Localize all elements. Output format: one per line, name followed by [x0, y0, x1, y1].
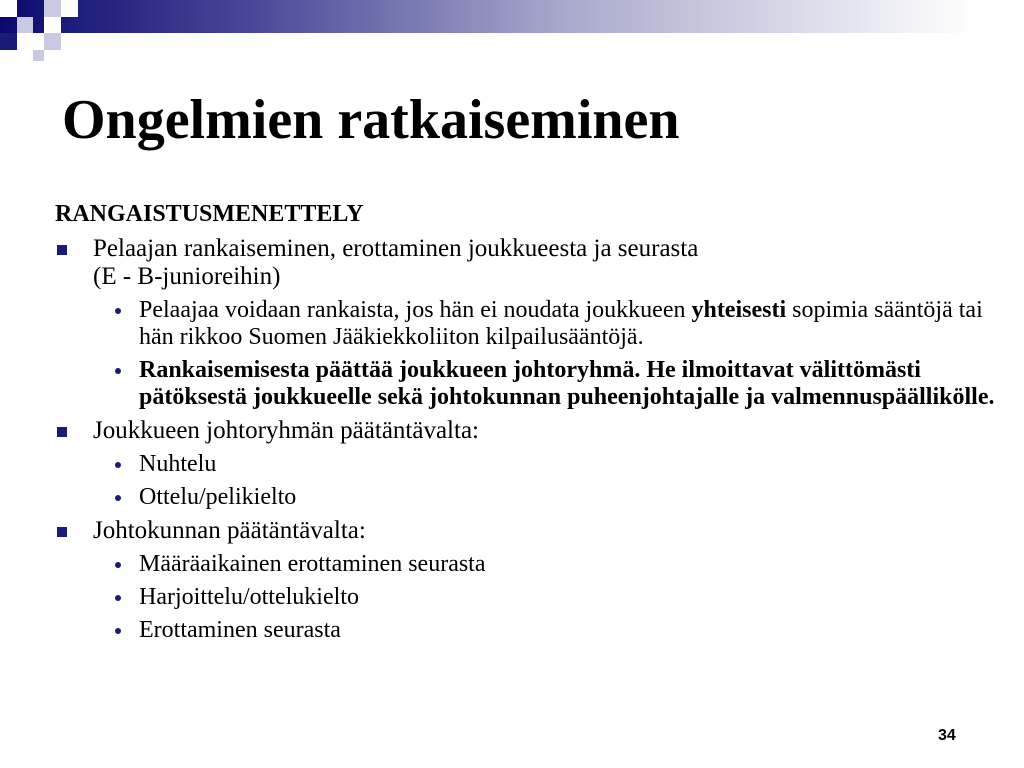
decor-square	[0, 33, 17, 50]
decor-square	[44, 0, 61, 17]
sub-bullet-item	[55, 551, 995, 578]
section-heading: RANGAISTUSMENETTELY	[55, 201, 364, 227]
bullet-item	[55, 417, 995, 445]
slide-title: Ongelmien ratkaiseminen	[62, 89, 680, 151]
sub-bullet-text: Nuhtelu	[139, 451, 217, 477]
bullet-text: (E - B-junioreihin)	[93, 263, 281, 290]
decor-square	[17, 17, 33, 33]
bullet-item	[55, 235, 995, 291]
sub-bullet-text: Ottelu/pelikielto	[139, 484, 297, 510]
bullet-text: Johtokunnan päätäntävalta:	[93, 517, 366, 544]
bullet-text: Joukkueen johtoryhmän päätäntävalta:	[93, 417, 479, 444]
sub-bullet-text: Erottaminen seurasta	[139, 617, 341, 643]
sub-bullet-item	[55, 357, 995, 411]
decor-square	[33, 50, 44, 61]
decor-square	[17, 33, 33, 50]
sub-bullet-item	[55, 617, 995, 644]
sub-bullet-text: Pelaajaa voidaan rankaista, jos hän ei noudata joukkueen	[139, 297, 692, 323]
bullet-item	[55, 517, 995, 545]
sub-bullet-text: Harjoittelu/ottelukielto	[139, 584, 359, 610]
sub-bullet-item	[55, 297, 995, 351]
sub-bullet-emphasis: yhteisesti	[691, 297, 787, 323]
sub-bullet-text: sopimia sääntöjä tai hän rikkoo Suomen Jääkiekkoliiton kilpailusääntöjä.	[139, 297, 983, 350]
sub-bullet-item	[55, 451, 995, 478]
page-number: 34	[938, 727, 956, 744]
sub-bullet-item	[55, 584, 995, 611]
sub-bullet-item	[55, 484, 995, 511]
sub-bullet-text: Määräaikainen erottaminen seurasta	[139, 551, 486, 577]
decor-square	[44, 17, 61, 33]
slide-body	[55, 235, 995, 650]
decor-square	[61, 0, 78, 17]
sub-bullet-text: Rankaisemisesta päättää joukkueen johtoryhmä. He ilmoittavat välittömästi pätöksestä joukkueelle sekä johtokunnan puheenjohtajalle ja valmennuspäällikölle.	[139, 357, 995, 410]
decor-square	[0, 0, 17, 17]
bullet-text: Pelaajan rankaiseminen, erottaminen joukkueesta ja seurasta	[93, 235, 699, 262]
decor-square	[44, 33, 61, 50]
header-gradient-band	[0, 0, 1024, 33]
